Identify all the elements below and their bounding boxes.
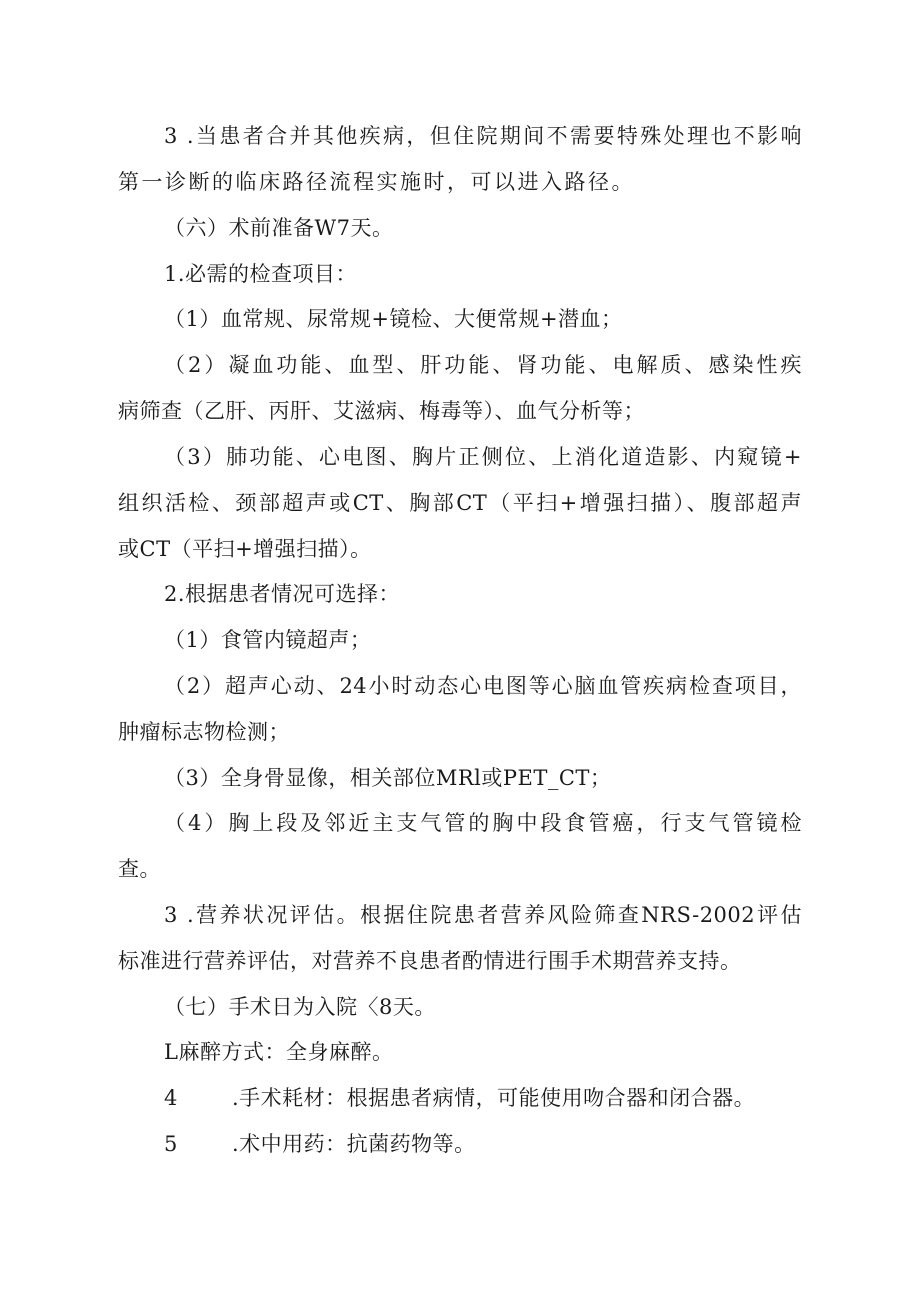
text-line: .手术耗材：根据患者病情，可能使用吻合器和闭合器。: [232, 1086, 756, 1110]
text-line: （4）胸上段及邻近主支气管的胸中段食管癌，行支气管镜检: [164, 811, 802, 835]
text-line: （2）凝血功能、血型、肝功能、肾功能、电解质、感染性疾: [164, 353, 802, 377]
text-line: （3）全身骨显像，相关部位MRl或PET_CT；: [164, 766, 612, 790]
list-number: 5: [164, 1132, 178, 1156]
subsection-heading: 2.根据患者情况可选择：: [164, 582, 401, 606]
section-heading: （六）术前准备W7天。: [164, 216, 394, 240]
list-number: 4: [164, 1086, 178, 1110]
text-line: 3 .当患者合并其他疾病，但住院期间不需要特殊处理也不影响: [164, 124, 802, 148]
text-line: 肿瘤标志物检测；: [118, 720, 290, 744]
text-line: 第一诊断的临床路径流程实施时，可以进入路径。: [118, 170, 633, 194]
text-line: 组织活检、颈部超声或CT、胸部CT（平扫+增强扫描）、腹部超声: [118, 491, 802, 515]
text-line: 标准进行营养评估，对营养不良患者酌情进行围手术期营养支持。: [118, 949, 742, 973]
text-line: 查。: [118, 857, 161, 881]
text-line: 3 .营养状况评估。根据住院患者营养风险筛查NRS-2002评估: [164, 903, 802, 927]
subsection-heading: 1.必需的检查项目：: [164, 262, 358, 286]
text-line: （1）血常规、尿常规+镜检、大便常规+潜血；: [164, 307, 623, 331]
text-line: 病筛查（乙肝、丙肝、艾滋病、梅毒等）、血气分析等；: [118, 399, 645, 423]
text-line: （2）超声心动、24小时动态心电图等心脑血管疾病检查项目，: [164, 674, 802, 698]
section-heading: （七）手术日为入院〈8天。: [164, 995, 436, 1019]
text-line: （3）肺功能、心电图、胸片正侧位、上消化道造影、内窥镜+: [164, 445, 802, 469]
text-line: 或CT（平扫+增强扫描）。: [118, 537, 372, 561]
text-line: L麻醉方式：全身麻醉。: [164, 1040, 394, 1064]
text-line: .术中用药：抗菌药物等。: [232, 1132, 476, 1156]
text-line: （1）食管内镜超声；: [164, 628, 372, 652]
